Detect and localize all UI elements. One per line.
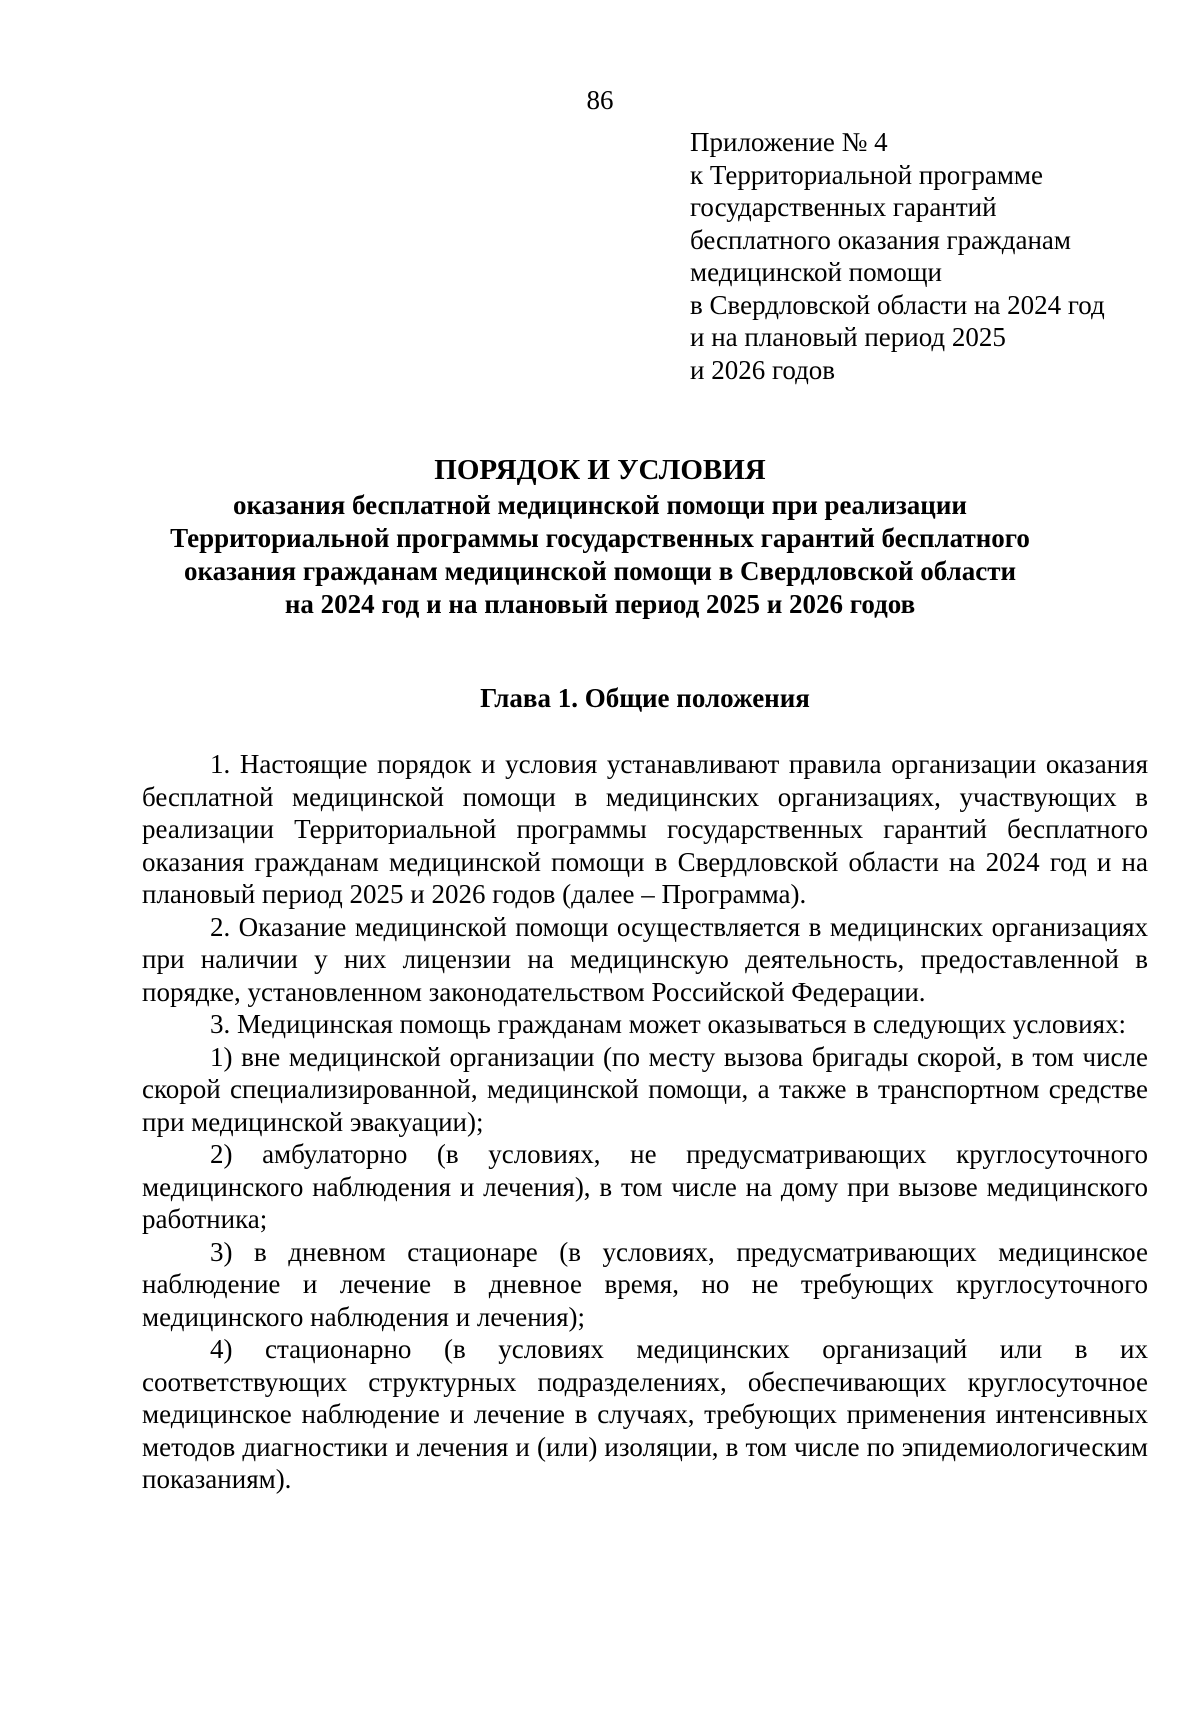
paragraph-3-item-4: 4) стационарно (в условиях медицинских организаций или в их соответствующих структурных подразделениях, обеспечивающих круглосуточное медицинское наблюдение и лечение в случаях, требующих применения интенсивных методов диагностики и лечения и (или) изоляции, в том числе по эпидемиологическим показаниям). — [142, 1334, 1148, 1494]
paragraph-3-item-3: 3) в дневном стационаре (в условиях, предусматривающих медицинское наблюдение и лечение в дневное время, но не требующих круглосуточного медицинского наблюдения и лечения); — [142, 1236, 1148, 1332]
paragraph-3-item-1: 1) вне медицинской организации (по месту вызова бригады скорой, в том числе скорой специализированной, медицинской помощи, а также в транспортном средстве при медицинской эвакуации); — [142, 1041, 1148, 1137]
appendix-line: в Свердловской области на 2024 год — [690, 289, 1105, 320]
appendix-line: к Территориальной программе — [690, 159, 1043, 190]
document-body — [142, 748, 1148, 1496]
document-subtitle-line: оказания бесплатной медицинской помощи при реализации — [233, 490, 967, 520]
appendix-line: бесплатного оказания гражданам — [690, 224, 1071, 255]
document-subtitle-line: на 2024 год и на плановый период 2025 и 2026 годов — [284, 589, 916, 619]
paragraph-3-item-2: 2) амбулаторно (в условиях, не предусматривающих круглосуточного медицинского наблюдения и лечения), в том числе на дому при вызове медицинского работника; — [142, 1139, 1148, 1234]
appendix-line: и 2026 годов — [690, 354, 836, 385]
appendix-line: медицинской помощи — [690, 257, 942, 287]
document-subtitle-line: Территориальной программы государственных гарантий бесплатного — [170, 523, 1030, 553]
paragraph-3: 3. Медицинская помощь гражданам может оказываться в следующих условиях: — [210, 1009, 1126, 1039]
paragraph-1: 1. Настоящие порядок и условия устанавливают правила организации оказания бесплатной медицинской помощи в медицинских организациях, участвующих в реализации Территориальной программы государственных гарантий бесплатного оказания гражданам медицинской помощи в Свердловской области на 2024 год и на плановый период 2025 и 2026 годов (далее – Программа). — [142, 749, 1148, 909]
appendix-line: и на плановый период 2025 — [690, 322, 1006, 352]
appendix-line: государственных гарантий — [690, 192, 997, 222]
document-subtitle-line: оказания гражданам медицинской помощи в Свердловской области — [183, 556, 1017, 586]
page-number: 86 — [586, 85, 614, 115]
document-main-title: ПОРЯДОК И УСЛОВИЯ — [434, 454, 766, 486]
paragraph-2: 2. Оказание медицинской помощи осуществляется в медицинских организациях при наличии у них лицензии на медицинскую деятельность, предоставленной в порядке, установленном законодательством Российской Федерации. — [142, 911, 1148, 1007]
chapter-heading: Глава 1. Общие положения — [480, 683, 810, 713]
appendix-reference — [690, 126, 1160, 386]
document-title — [0, 453, 1200, 621]
appendix-line: Приложение № 4 — [690, 127, 888, 157]
